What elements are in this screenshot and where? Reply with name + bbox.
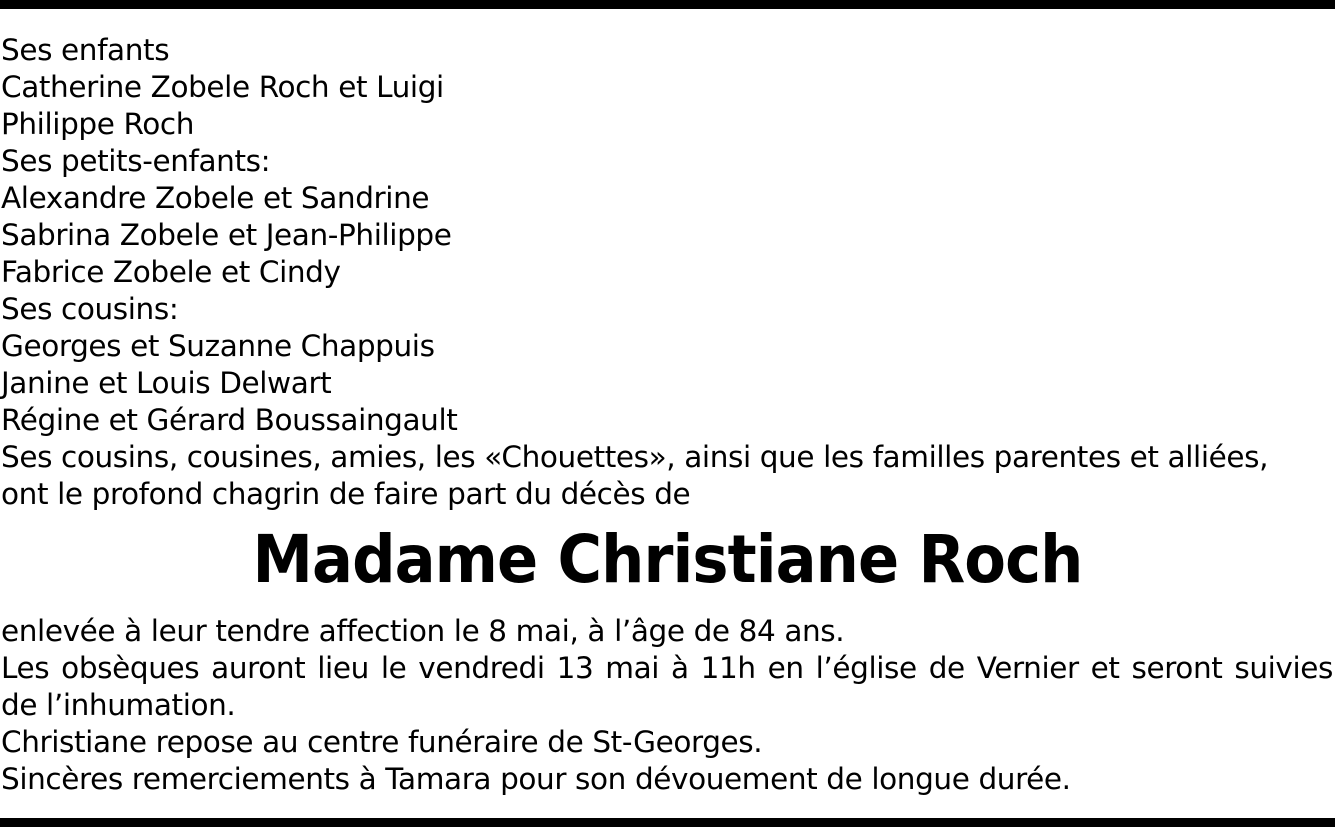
family-announcement bbox=[1, 32, 1333, 513]
details-line: enlevée à leur tendre affection le 8 mai, à l’âge de 84 ans. bbox=[1, 614, 845, 648]
bottom-border-rule bbox=[0, 818, 1335, 827]
family-line: Ses enfants bbox=[1, 33, 170, 67]
family-line: Sabrina Zobele et Jean-Philippe bbox=[1, 218, 452, 252]
family-line: Alexandre Zobele et Sandrine bbox=[1, 181, 430, 215]
details-line: Christiane repose au centre funéraire de St-Georges. bbox=[1, 725, 763, 759]
funeral-details bbox=[1, 613, 1333, 798]
family-line: ont le profond chagrin de faire part du décès de bbox=[1, 477, 691, 511]
deceased-name-heading: Madame Christiane Roch bbox=[252, 521, 1083, 598]
family-line: Catherine Zobele Roch et Luigi bbox=[1, 70, 444, 104]
details-line: Les obsèques auront lieu le vendredi 13 mai à 11h en l’église de Vernier et seront suivies bbox=[1, 651, 1333, 685]
family-line: Fabrice Zobele et Cindy bbox=[1, 255, 341, 289]
details-line: de l’inhumation. bbox=[1, 688, 236, 722]
family-line: Ses cousins, cousines, amies, les «Chouettes», ainsi que les familles parentes et alliées, bbox=[1, 440, 1269, 474]
family-line: Georges et Suzanne Chappuis bbox=[1, 329, 435, 363]
family-line: Ses petits-enfants: bbox=[1, 144, 271, 178]
family-line: Régine et Gérard Boussaingault bbox=[1, 403, 458, 437]
family-line: Ses cousins: bbox=[1, 292, 179, 326]
family-line: Janine et Louis Delwart bbox=[1, 366, 332, 400]
details-line: Sincères remerciements à Tamara pour son dévouement de longue durée. bbox=[1, 762, 1071, 796]
family-line: Philippe Roch bbox=[1, 107, 194, 141]
top-border-rule bbox=[0, 0, 1335, 9]
